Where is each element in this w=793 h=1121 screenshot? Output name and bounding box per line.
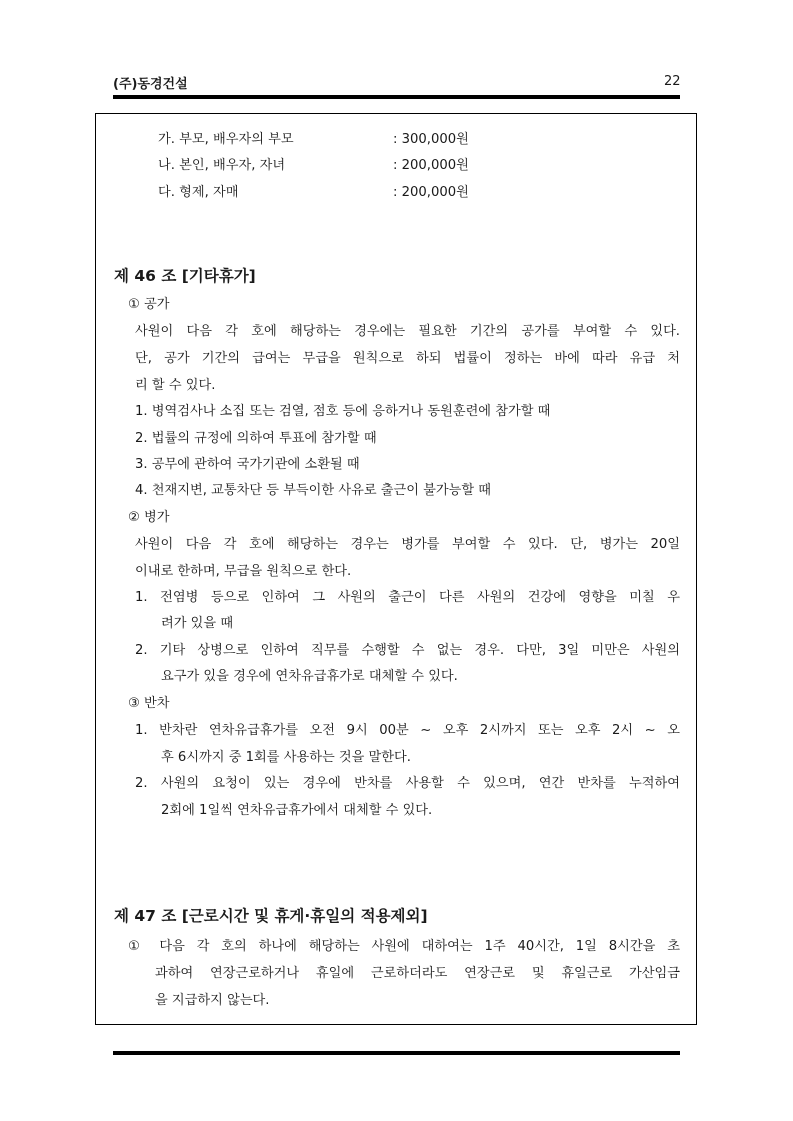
list-item-continuation: 려가 있을 때 xyxy=(161,616,234,631)
list-item xyxy=(158,157,285,175)
article-47-title: 제 47 조 [근로시간 및 휴게·휴일의 적용제외] xyxy=(114,907,428,925)
list-item-amount: : 200,000원 xyxy=(393,158,469,173)
paragraph-line: ① 다음 각 호의 하나에 해당하는 사원에 대하여는 1주 40시간, 1일 8시간을 초 xyxy=(128,939,680,954)
list-item: 1. 반차란 연차유급휴가를 오전 9시 00분 ~ 오후 2시까지 또는 오후 2시 ~ 오 xyxy=(135,723,680,738)
list-item-label: 가. 부모, 배우자의 부모 xyxy=(158,132,294,147)
section-title-sick-leave: ② 병가 xyxy=(128,510,170,525)
page-number: 22 xyxy=(664,74,681,89)
list-item: 3. 공무에 관하여 국가기관에 소환될 때 xyxy=(135,457,360,472)
paragraph-line: 사원이 다음 각 호에 해당하는 경우에는 필요한 기간의 공가를 부여할 수 있다. xyxy=(135,324,680,339)
list-item: 1. 병역검사나 소집 또는 검열, 점호 등에 응하거나 동원훈련에 참가할 때 xyxy=(135,404,551,419)
list-item xyxy=(158,131,294,149)
list-item-continuation: 후 6시까지 중 1회를 사용하는 것을 말한다. xyxy=(161,750,411,765)
list-item-amount: : 300,000원 xyxy=(393,132,469,147)
list-item-label: 나. 본인, 배우자, 자녀 xyxy=(158,158,286,173)
list-item: 1. 전염병 등으로 인하여 그 사원의 출근이 다른 사원의 건강에 영향을 미칠 우 xyxy=(135,590,680,605)
article-46-title: 제 46 조 [기타휴가] xyxy=(114,267,256,285)
list-item-continuation: 요구가 있을 경우에 연차유급휴가로 대체할 수 있다. xyxy=(161,669,458,684)
list-item-amount: : 200,000원 xyxy=(393,185,469,200)
list-item: 2. 법률의 규정에 의하여 투표에 참가할 때 xyxy=(135,431,377,446)
paragraph-line: 이내로 한하며, 무급을 원칙으로 한다. xyxy=(135,564,352,579)
header-divider xyxy=(113,95,680,99)
list-item: 2. 기타 상병으로 인하여 직무를 수행할 수 없는 경우. 다만, 3일 미만은 사원의 xyxy=(135,643,680,658)
company-name: (주)동경건설 xyxy=(113,77,188,92)
list-item-continuation: 2회에 1일씩 연차유급휴가에서 대체할 수 있다. xyxy=(161,803,433,818)
list-item: 4. 천재지변, 교통차단 등 부득이한 사유로 출근이 불가능할 때 xyxy=(135,483,492,498)
paragraph-line: 을 지급하지 않는다. xyxy=(155,993,270,1008)
paragraph-line: 과하여 연장근로하거나 휴일에 근로하더라도 연장근로 및 휴일근로 가산임금 xyxy=(155,966,680,981)
section-title-public-leave: ① 공가 xyxy=(128,297,170,312)
section-title-half-day: ③ 반차 xyxy=(128,696,170,711)
footer-divider xyxy=(113,1051,680,1055)
paragraph-line: 리 할 수 있다. xyxy=(135,378,216,393)
paragraph-line: 사원이 다음 각 호에 해당하는 경우는 병가를 부여할 수 있다. 단, 병가는 20일 xyxy=(135,537,680,552)
list-item: 2. 사원의 요청이 있는 경우에 반차를 사용할 수 있으며, 연간 반차를 누적하여 xyxy=(135,776,680,791)
list-item xyxy=(158,184,238,202)
paragraph-line: 단, 공가 기간의 급여는 무급을 원칙으로 하되 법률이 정하는 바에 따라 유급 처 xyxy=(135,351,680,366)
list-item-label: 다. 형제, 자매 xyxy=(158,185,239,200)
